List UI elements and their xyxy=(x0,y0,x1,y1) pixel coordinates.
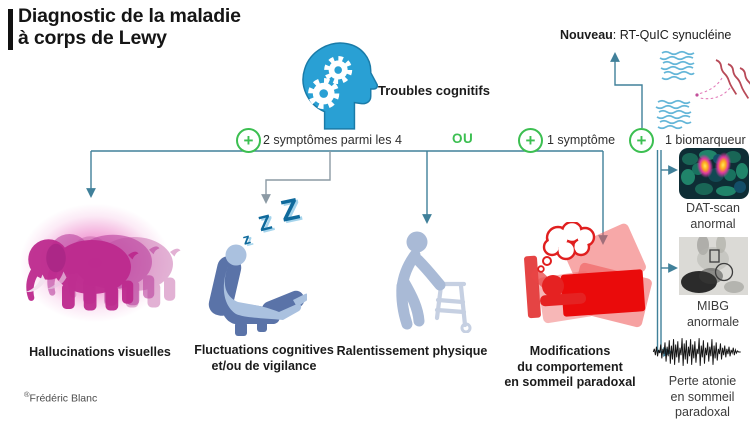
page-title xyxy=(18,6,241,49)
mibg-line2: anormale xyxy=(686,314,740,329)
datscan-line1: DAT-scan xyxy=(686,201,740,215)
atonia-label xyxy=(655,374,750,421)
title-line2: à corps de Lewy xyxy=(18,26,167,49)
one-symptom-label: 1 symptôme xyxy=(547,133,616,147)
plus-icon xyxy=(518,128,543,153)
pink-elephants-image xyxy=(8,215,188,325)
atonia-line2: en sommeil xyxy=(670,389,735,404)
rem-line3: en sommeil paradoxal xyxy=(504,375,636,389)
author-name: Frédéric Blanc xyxy=(29,392,98,405)
arrow-to-nouveau xyxy=(615,54,642,128)
fluctuations-line1: Fluctuations cognitives xyxy=(194,343,334,357)
cognitive-troubles-label: Troubles cognitifs xyxy=(378,83,490,98)
datscan-line2: anormal xyxy=(690,216,736,231)
atonia-line1: Perte atonie xyxy=(668,374,737,388)
zzz-icon: Z xyxy=(277,192,303,229)
zzz-icon: z xyxy=(240,230,253,249)
plus-glyph: + xyxy=(525,131,536,150)
atonia-line3: paradoxal xyxy=(675,405,730,419)
author-credit xyxy=(24,390,97,405)
mibg-image xyxy=(679,237,748,295)
fluctuations-line2: et/ou de vigilance xyxy=(211,359,317,373)
slowing-label: Ralentissement physique xyxy=(336,344,488,358)
nouveau-rest: : RT-QuIC synucléine xyxy=(612,28,732,42)
dat-scan-image xyxy=(678,147,750,200)
rem-line2: du comportement xyxy=(517,359,623,374)
plus-icon xyxy=(236,128,261,153)
title-line1: Diagnostic de la maladie xyxy=(18,5,241,27)
sleeping-person-icon xyxy=(205,238,307,338)
one-biomarker-label: 1 biomarqueur xyxy=(665,133,746,147)
or-label: OU xyxy=(452,131,474,146)
rem-line1: Modifications xyxy=(529,344,611,358)
emg-waveform xyxy=(652,336,742,368)
plus-icon xyxy=(629,128,654,153)
plus-glyph: + xyxy=(636,131,647,150)
brain-gears-icon xyxy=(292,37,378,132)
mibg-label xyxy=(668,299,754,330)
two-symptoms-label: 2 symptômes parmi les 4 xyxy=(263,133,402,147)
synuclein-fibrils-illustration xyxy=(650,48,750,130)
rem-sleep-figure xyxy=(512,222,654,342)
rem-behavior-label xyxy=(500,344,640,391)
zzz-icon: Z xyxy=(256,210,275,237)
title-accent-bar xyxy=(8,9,13,50)
hallucinations-label: Hallucinations visuelles xyxy=(29,345,171,359)
walker-person-icon xyxy=(374,228,474,333)
nouveau-rtquic-label xyxy=(560,28,731,42)
fluctuations-label xyxy=(190,342,338,374)
registered-symbol: ® xyxy=(24,390,30,399)
nouveau-bold: Nouveau xyxy=(560,28,613,42)
mibg-line1: MIBG xyxy=(697,299,729,313)
plus-glyph: + xyxy=(243,131,254,150)
arrow-to-fluctuations xyxy=(266,151,330,202)
datscan-label xyxy=(668,201,754,232)
